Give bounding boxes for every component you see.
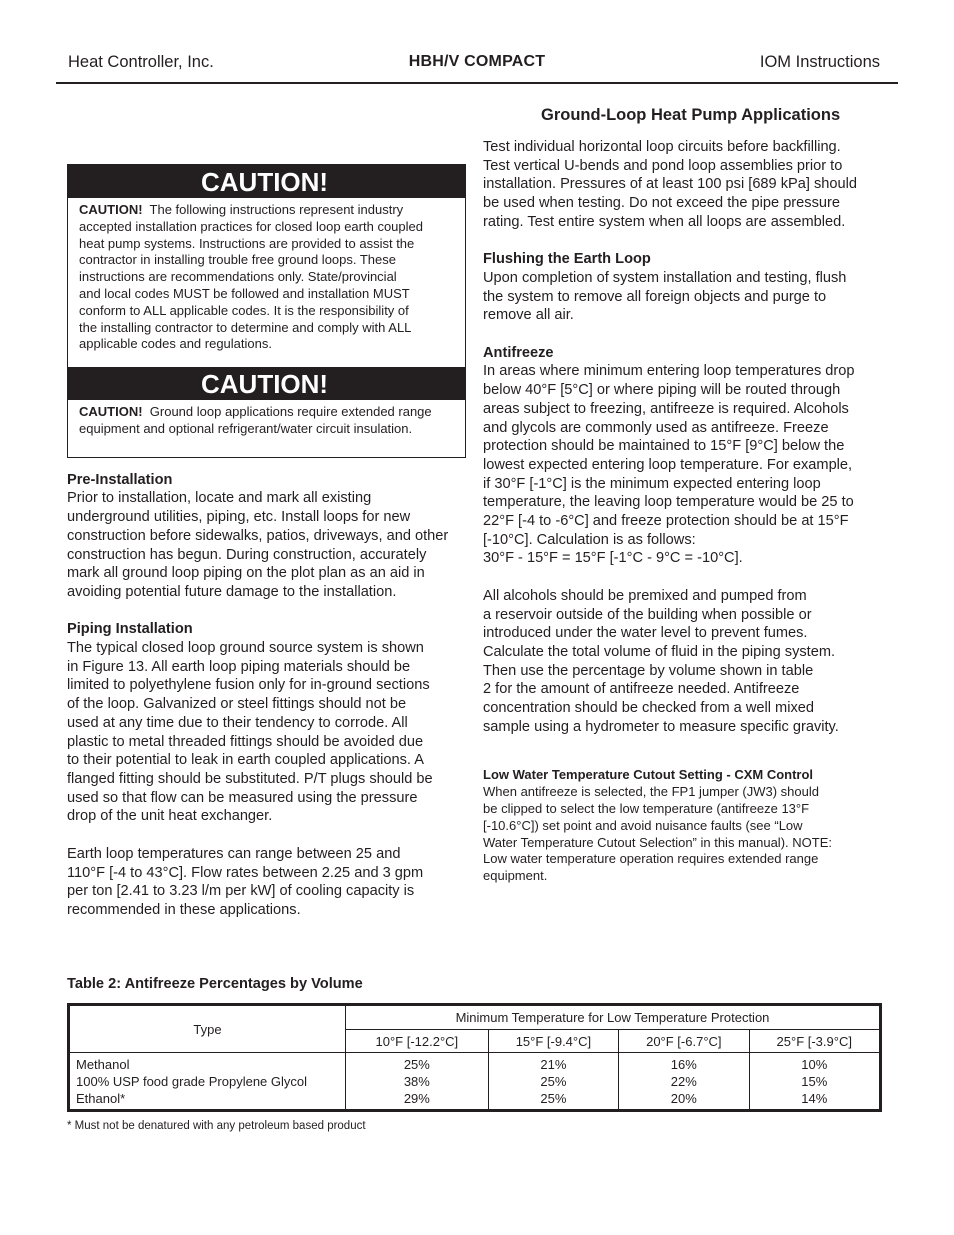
- caution-text: CAUTION! Ground loop applications require extended range equipment and optional refrigerant/water circuit insulation.: [79, 404, 432, 436]
- antifreeze-text: In areas where minimum entering loop temperatures drop below 40°F [5°C] or where piping will be routed through areas subject to freezing, antifreeze is required. Alcohols and glycols are commonly used as antifreeze. Freeze protection should be maintained to 15°F [9°C] below the lowest expected entering loop temperature. For example, if 30°F [-1°C] is the minimum expected entering loop temperature, the leaving loop temperature would be 25 to 22°F [-4 to -6°C] and freeze protection should be at 15°F [-10°C]. Calculation is as follows: 30°F - 15°F = 15°F [-1°C - 9°C = -10°C].: [483, 363, 855, 567]
- low-water-text: When antifreeze is selected, the FP1 jumper (JW3) should be clipped to select the low temperature (antifreeze 13°F [-10.6°C]) set point and avoid nuisance faults (see “Low Water Temperature Cutout Selection” in this manual). NOTE: Low water temperature operation requires extended range equipment.: [483, 784, 832, 884]
- caution-title: CAUTION!: [68, 367, 465, 400]
- value-cell: 21% 25% 25%: [488, 1053, 618, 1110]
- caution-lead: CAUTION!: [79, 404, 143, 420]
- antifreeze-heading: Antifreeze: [483, 344, 554, 361]
- caution-lead: CAUTION!: [79, 202, 143, 217]
- flushing-heading: Flushing the Earth Loop: [483, 251, 651, 268]
- pre-installation-text: Prior to installation, locate and mark all existing underground utilities, piping, etc. Install loops for new construction before sidewalks, patios, driveways, and other construction has begun. During construction, accurately mark all ground loop piping on the plot plan as an aid in avoiding potential future damage to the installation.: [67, 490, 449, 600]
- column-header: 25°F [-3.9°C]: [749, 1030, 879, 1053]
- earth-loop-temperature-text: Earth loop temperatures can range between 25 and 110°F [-4 to 43°C]. Flow rates between 2.25 and 3 gpm per ton [2.41 to 3.23 l/m per kW] of cooling capacity is recommended in these applications.: [67, 845, 424, 918]
- right-column: [483, 138, 883, 885]
- caution-text: CAUTION! The following instructions represent industry accepted installation practices for closed loop earth coupled heat pump systems. Instructions are provided to assist the contractor in installing trouble free ground loops. These instructions are recommendations only. State/provincial and local codes MUST be followed and installation MUST conform to ALL applicable codes. It is the responsibility of the installing contractor to determine and comply with ALL applicable codes and regulations.: [79, 202, 423, 352]
- column-header: 15°F [-9.4°C]: [488, 1030, 618, 1053]
- alcohols-text: All alcohols should be premixed and pumped from a reservoir outside of the building when possible or introduced under the water level to prevent fumes. Calculate the total volume of fluid in the piping system. Then use the percentage by volume shown in table 2 for the amount of antifreeze needed. Antifreeze concentration should be checked from a well mixed sample using a hydrometer to measure specific gravity.: [483, 587, 839, 735]
- company-name: Heat Controller, Inc.: [68, 53, 214, 71]
- antifreeze-table: [67, 1003, 882, 1112]
- table-row: [70, 1053, 880, 1110]
- piping-installation-text: The typical closed loop ground source system is shown in Figure 13. All earth loop piping materials should be limited to polyethylene fusion only for in-ground sections of the loop. Galvanized or steel fittings should not be used at any time due to their tendency to corrode. All plastic to metal threaded fittings should be avoided due to their potential to leak in earth coupled applications. A flanged fitting should be substituted. P/T plugs should be used so that flow can be measured using the pressure drop of the unit heat exchanger.: [67, 640, 433, 825]
- type-header: Type: [70, 1006, 346, 1053]
- table-title: Table 2: Antifreeze Percentages by Volume: [67, 976, 363, 992]
- section-heading: Ground-Loop Heat Pump Applications: [541, 106, 841, 124]
- caution-box: [67, 164, 466, 458]
- value-cell: 10% 15% 14%: [749, 1053, 879, 1110]
- column-header: 20°F [-6.7°C]: [619, 1030, 749, 1053]
- type-cell: Methanol 100% USP food grade Propylene Glycol Ethanol*: [70, 1053, 346, 1110]
- value-cell: 16% 22% 20%: [619, 1053, 749, 1110]
- column-header: 10°F [-12.2°C]: [346, 1030, 489, 1053]
- page-header: [56, 50, 898, 84]
- pre-installation-heading: Pre-Installation: [67, 471, 173, 488]
- group-header: Minimum Temperature for Low Temperature Protection: [346, 1006, 880, 1030]
- piping-installation-heading: Piping Installation: [67, 621, 193, 638]
- caution-title: CAUTION!: [68, 165, 465, 198]
- value-cell: 25% 38% 29%: [346, 1053, 489, 1110]
- document-type: IOM Instructions: [759, 53, 880, 71]
- product-title: HBH/V COMPACT: [408, 53, 546, 70]
- table-footnote: * Must not be denatured with any petroleum based product: [67, 1120, 366, 1132]
- low-water-heading: Low Water Temperature Cutout Setting - CXM Control: [483, 767, 814, 783]
- flushing-text: Upon completion of system installation and testing, flush the system to remove all foreign objects and purge to remove all air.: [483, 269, 847, 324]
- test-loop-text: Test individual horizontal loop circuits before backfilling. Test vertical U-bends and pond loop assemblies prior to installation. Pressures of at least 100 psi [689 kPa] should be used when testing. Do not exceed the pipe pressure rating. Test entire system when all loops are assembled.: [483, 139, 857, 230]
- left-column: [67, 164, 467, 920]
